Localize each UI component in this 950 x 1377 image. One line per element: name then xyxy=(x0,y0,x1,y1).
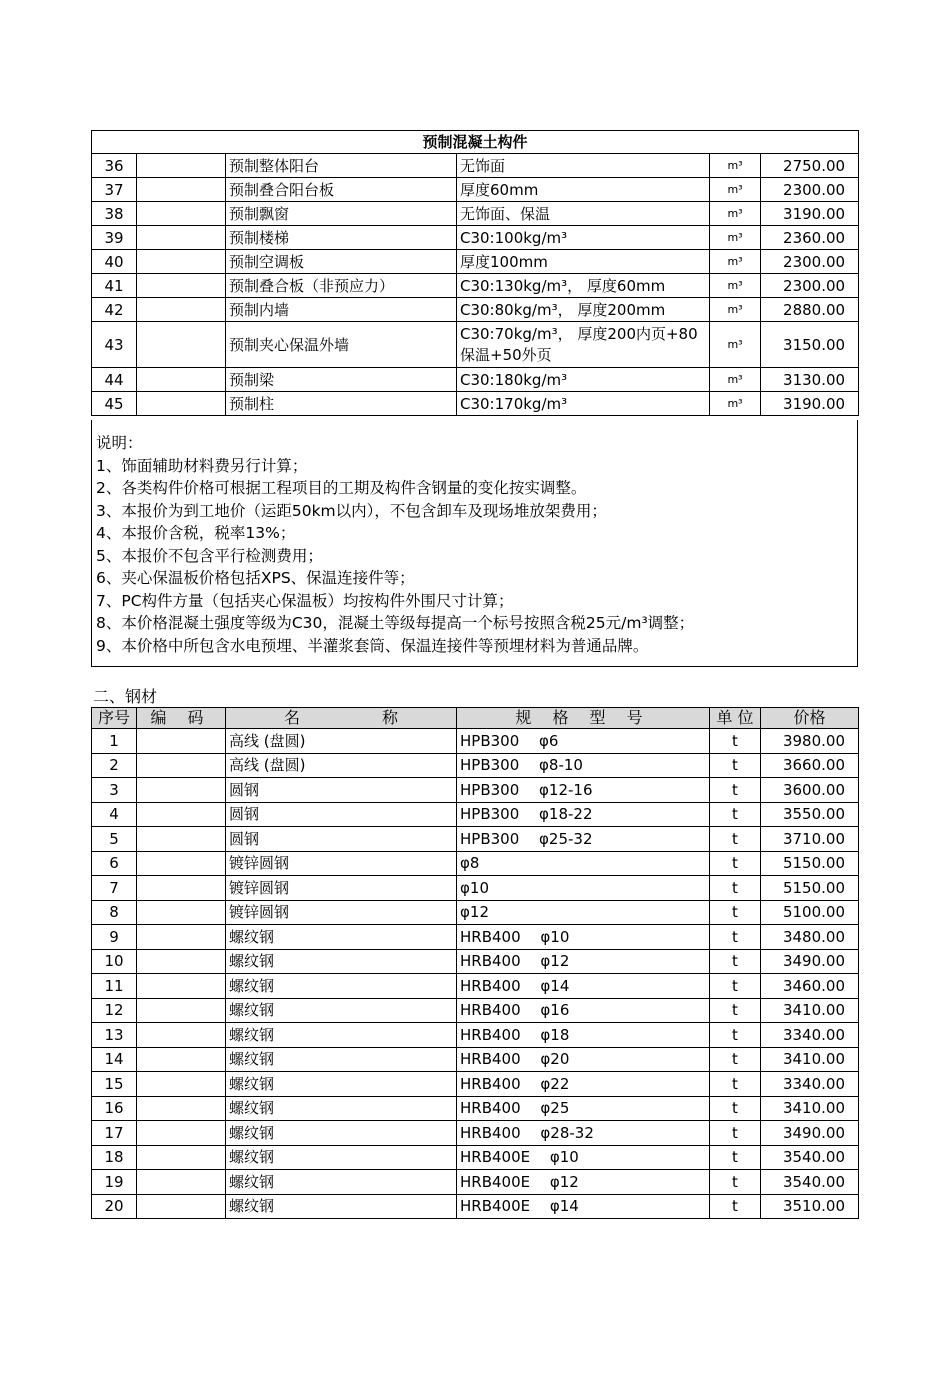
note-line: 6、夹心保温板价格包括XPS、保温连接件等； xyxy=(96,569,415,587)
row-name: 预制梁 xyxy=(226,368,457,392)
row-price: 2300.00 xyxy=(761,274,859,298)
table-row xyxy=(92,392,859,416)
row-name: 螺纹钢 xyxy=(226,1194,457,1219)
table-row xyxy=(92,729,859,754)
row-no: 6 xyxy=(92,851,137,876)
row-no: 39 xyxy=(92,226,137,250)
row-no: 43 xyxy=(92,322,137,368)
row-no: 3 xyxy=(92,778,137,803)
row-name: 预制叠合板（非预应力） xyxy=(226,274,457,298)
row-unit: m³ xyxy=(710,250,761,274)
row-name: 螺纹钢 xyxy=(226,1023,457,1048)
row-no: 1 xyxy=(92,729,137,754)
table-row xyxy=(92,925,859,950)
row-spec: HRB400E φ10 xyxy=(457,1145,710,1170)
row-spec: HRB400 φ20 xyxy=(457,1047,710,1072)
row-price: 3540.00 xyxy=(761,1170,859,1195)
row-code xyxy=(137,202,226,226)
table-row xyxy=(92,368,859,392)
row-code xyxy=(137,729,226,754)
row-no: 15 xyxy=(92,1072,137,1097)
table-row xyxy=(92,1194,859,1219)
row-unit: m³ xyxy=(710,202,761,226)
row-name: 预制空调板 xyxy=(226,250,457,274)
row-price: 3150.00 xyxy=(761,322,859,368)
row-code xyxy=(137,851,226,876)
row-unit: t xyxy=(710,998,761,1023)
row-price: 3460.00 xyxy=(761,974,859,999)
row-spec: HRB400E φ14 xyxy=(457,1194,710,1219)
table-row xyxy=(92,1047,859,1072)
row-code xyxy=(137,1023,226,1048)
row-price: 3130.00 xyxy=(761,368,859,392)
note-line: 8、本价格混凝土强度等级为C30，混凝土等级每提高一个标号按照含税25元/m³调整； xyxy=(96,614,695,632)
row-price: 3410.00 xyxy=(761,998,859,1023)
row-price: 3190.00 xyxy=(761,202,859,226)
row-name: 螺纹钢 xyxy=(226,1170,457,1195)
row-price: 3340.00 xyxy=(761,1072,859,1097)
row-name: 预制楼梯 xyxy=(226,226,457,250)
row-no: 4 xyxy=(92,802,137,827)
precast-concrete-table xyxy=(91,130,859,416)
row-code xyxy=(137,154,226,178)
row-code xyxy=(137,298,226,322)
table-row xyxy=(92,274,859,298)
table-header-row xyxy=(92,708,859,729)
row-name: 圆钢 xyxy=(226,778,457,803)
row-code xyxy=(137,1170,226,1195)
table-row xyxy=(92,1145,859,1170)
row-price: 2360.00 xyxy=(761,226,859,250)
note-line: 2、各类构件价格可根据工程项目的工期及构件含钢量的变化按实调整。 xyxy=(96,479,587,497)
row-name: 圆钢 xyxy=(226,802,457,827)
row-code xyxy=(137,1121,226,1146)
row-code xyxy=(137,250,226,274)
note-line: 1、饰面辅助材料费另行计算； xyxy=(96,456,308,475)
row-code xyxy=(137,753,226,778)
row-price: 3550.00 xyxy=(761,802,859,827)
table-row xyxy=(92,154,859,178)
note-line: 3、本报价为到工地价（运距50km以内），不包含卸车及现场堆放架费用； xyxy=(96,501,607,520)
row-code xyxy=(137,802,226,827)
table-row xyxy=(92,974,859,999)
row-unit: m³ xyxy=(710,368,761,392)
row-unit: t xyxy=(710,753,761,778)
row-name: 镀锌圆钢 xyxy=(226,900,457,925)
row-no: 8 xyxy=(92,900,137,925)
header-name xyxy=(226,708,457,729)
row-unit: t xyxy=(710,1194,761,1219)
table-row xyxy=(92,178,859,202)
note-line: 说明： xyxy=(96,434,143,452)
row-spec: HRB400 φ14 xyxy=(457,974,710,999)
note-line: 4、本报价含税，税率13%； xyxy=(96,524,296,542)
row-spec: φ8 xyxy=(457,851,710,876)
table-row xyxy=(92,778,859,803)
row-unit: t xyxy=(710,1170,761,1195)
row-name: 圆钢 xyxy=(226,827,457,852)
row-price: 5100.00 xyxy=(761,900,859,925)
row-code xyxy=(137,1194,226,1219)
header-spec: 规 格 型 号 xyxy=(457,708,710,729)
row-unit: t xyxy=(710,925,761,950)
table-row xyxy=(92,322,859,368)
header-name-a: 名 xyxy=(284,708,301,727)
row-unit: t xyxy=(710,1096,761,1121)
row-price: 3600.00 xyxy=(761,778,859,803)
note-line: 5、本报价不包含平行检测费用； xyxy=(96,546,323,565)
row-name: 螺纹钢 xyxy=(226,1145,457,1170)
table-row xyxy=(92,802,859,827)
row-spec: 无饰面、保温 xyxy=(457,202,710,226)
table-row xyxy=(92,298,859,322)
row-spec: C30:80kg/m³， 厚度200mm xyxy=(457,298,710,322)
row-code xyxy=(137,778,226,803)
row-name: 螺纹钢 xyxy=(226,1121,457,1146)
row-no: 36 xyxy=(92,154,137,178)
row-no: 2 xyxy=(92,753,137,778)
row-spec: C30:180kg/m³ xyxy=(457,368,710,392)
row-price: 3480.00 xyxy=(761,925,859,950)
row-unit: t xyxy=(710,949,761,974)
row-spec: φ10 xyxy=(457,876,710,901)
row-unit: m³ xyxy=(710,322,761,368)
row-spec: HPB300 φ12-16 xyxy=(457,778,710,803)
table-row xyxy=(92,998,859,1023)
row-price: 2880.00 xyxy=(761,298,859,322)
table-row xyxy=(92,753,859,778)
row-spec: C30:70kg/m³， 厚度200内页+80保温+50外页 xyxy=(457,322,710,368)
row-price: 3490.00 xyxy=(761,1121,859,1146)
row-name: 螺纹钢 xyxy=(226,925,457,950)
row-unit: t xyxy=(710,974,761,999)
table-row xyxy=(92,226,859,250)
row-spec: C30:100kg/m³ xyxy=(457,226,710,250)
row-unit: t xyxy=(710,1023,761,1048)
table-row xyxy=(92,851,859,876)
row-name: 螺纹钢 xyxy=(226,1072,457,1097)
row-price: 3540.00 xyxy=(761,1145,859,1170)
row-unit: m³ xyxy=(710,178,761,202)
table-row xyxy=(92,250,859,274)
row-unit: t xyxy=(710,1121,761,1146)
row-spec: HPB300 φ18-22 xyxy=(457,802,710,827)
steel-table xyxy=(91,707,859,1219)
row-name: 螺纹钢 xyxy=(226,998,457,1023)
note-line: 7、PC构件方量（包括夹心保温板）均按构件外围尺寸计算； xyxy=(96,591,514,610)
row-spec: HRB400 φ25 xyxy=(457,1096,710,1121)
table-row xyxy=(92,1023,859,1048)
row-unit: t xyxy=(710,1047,761,1072)
row-code xyxy=(137,322,226,368)
row-no: 40 xyxy=(92,250,137,274)
row-code xyxy=(137,827,226,852)
row-code xyxy=(137,900,226,925)
row-price: 3190.00 xyxy=(761,392,859,416)
row-name: 高线 (盘圆) xyxy=(226,729,457,754)
row-spec: HRB400 φ10 xyxy=(457,925,710,950)
row-price: 3410.00 xyxy=(761,1096,859,1121)
row-spec: HPB300 φ6 xyxy=(457,729,710,754)
row-code xyxy=(137,1047,226,1072)
row-spec: HRB400 φ28-32 xyxy=(457,1121,710,1146)
header-no: 序号 xyxy=(92,708,137,729)
row-code xyxy=(137,368,226,392)
row-spec: HRB400 φ22 xyxy=(457,1072,710,1097)
row-unit: m³ xyxy=(710,298,761,322)
row-name: 螺纹钢 xyxy=(226,949,457,974)
row-spec: 厚度100mm xyxy=(457,250,710,274)
note-line: 9、本价格中所包含水电预埋、半灌浆套筒、保温连接件等预埋材料为普通品牌。 xyxy=(96,636,649,655)
row-price: 3710.00 xyxy=(761,827,859,852)
section-heading: 二、钢材 xyxy=(93,687,158,706)
row-name: 高线 (盘圆) xyxy=(226,753,457,778)
table-row xyxy=(92,949,859,974)
row-spec: 厚度60mm xyxy=(457,178,710,202)
row-code xyxy=(137,1145,226,1170)
row-no: 11 xyxy=(92,974,137,999)
row-spec: HPB300 φ8-10 xyxy=(457,753,710,778)
row-unit: m³ xyxy=(710,392,761,416)
row-no: 10 xyxy=(92,949,137,974)
row-unit: m³ xyxy=(710,226,761,250)
row-code xyxy=(137,226,226,250)
row-no: 20 xyxy=(92,1194,137,1219)
table-row xyxy=(92,827,859,852)
row-unit: t xyxy=(710,729,761,754)
row-unit: t xyxy=(710,900,761,925)
row-name: 螺纹钢 xyxy=(226,1047,457,1072)
row-spec: 无饰面 xyxy=(457,154,710,178)
table-row xyxy=(92,876,859,901)
row-price: 3410.00 xyxy=(761,1047,859,1072)
row-no: 9 xyxy=(92,925,137,950)
row-price: 3340.00 xyxy=(761,1023,859,1048)
row-no: 12 xyxy=(92,998,137,1023)
table-row xyxy=(92,1121,859,1146)
row-code xyxy=(137,876,226,901)
row-spec: φ12 xyxy=(457,900,710,925)
row-code xyxy=(137,1072,226,1097)
row-code xyxy=(137,998,226,1023)
table-row xyxy=(92,1170,859,1195)
row-no: 14 xyxy=(92,1047,137,1072)
header-unit: 单 位 xyxy=(710,708,761,729)
row-no: 42 xyxy=(92,298,137,322)
row-price: 3660.00 xyxy=(761,753,859,778)
row-name: 预制夹心保温外墙 xyxy=(226,322,457,368)
row-price: 3980.00 xyxy=(761,729,859,754)
row-price: 2300.00 xyxy=(761,178,859,202)
row-name: 预制内墙 xyxy=(226,298,457,322)
row-no: 44 xyxy=(92,368,137,392)
row-price: 5150.00 xyxy=(761,876,859,901)
row-unit: t xyxy=(710,876,761,901)
row-spec: HRB400E φ12 xyxy=(457,1170,710,1195)
row-spec: HPB300 φ25-32 xyxy=(457,827,710,852)
row-no: 38 xyxy=(92,202,137,226)
row-code xyxy=(137,974,226,999)
row-code xyxy=(137,1096,226,1121)
row-unit: t xyxy=(710,802,761,827)
row-spec: C30:170kg/m³ xyxy=(457,392,710,416)
row-price: 2300.00 xyxy=(761,250,859,274)
table-row xyxy=(92,1096,859,1121)
row-price: 2750.00 xyxy=(761,154,859,178)
row-unit: t xyxy=(710,1145,761,1170)
header-name-b: 称 xyxy=(381,708,398,727)
row-name: 镀锌圆钢 xyxy=(226,851,457,876)
row-no: 7 xyxy=(92,876,137,901)
row-no: 5 xyxy=(92,827,137,852)
row-no: 45 xyxy=(92,392,137,416)
header-code: 编 码 xyxy=(137,708,226,729)
row-no: 17 xyxy=(92,1121,137,1146)
row-code xyxy=(137,949,226,974)
row-code xyxy=(137,925,226,950)
row-name: 螺纹钢 xyxy=(226,974,457,999)
row-spec: C30:130kg/m³， 厚度60mm xyxy=(457,274,710,298)
row-no: 13 xyxy=(92,1023,137,1048)
row-code xyxy=(137,274,226,298)
row-price: 3510.00 xyxy=(761,1194,859,1219)
row-unit: m³ xyxy=(710,154,761,178)
row-unit: t xyxy=(710,778,761,803)
row-spec: HRB400 φ12 xyxy=(457,949,710,974)
row-name: 镀锌圆钢 xyxy=(226,876,457,901)
row-no: 37 xyxy=(92,178,137,202)
row-unit: m³ xyxy=(710,274,761,298)
row-name: 预制柱 xyxy=(226,392,457,416)
row-code xyxy=(137,178,226,202)
row-name: 预制整体阳台 xyxy=(226,154,457,178)
row-name: 预制飘窗 xyxy=(226,202,457,226)
header-price: 价格 xyxy=(761,708,859,729)
row-unit: t xyxy=(710,1072,761,1097)
row-spec: HRB400 φ16 xyxy=(457,998,710,1023)
table-row xyxy=(92,202,859,226)
row-no: 16 xyxy=(92,1096,137,1121)
row-name: 螺纹钢 xyxy=(226,1096,457,1121)
row-no: 18 xyxy=(92,1145,137,1170)
notes-block xyxy=(91,420,858,667)
table-row xyxy=(92,900,859,925)
row-spec: HRB400 φ18 xyxy=(457,1023,710,1048)
section-title: 预制混凝土构件 xyxy=(92,131,859,154)
row-code xyxy=(137,392,226,416)
table-row xyxy=(92,1072,859,1097)
row-unit: t xyxy=(710,851,761,876)
row-unit: t xyxy=(710,827,761,852)
row-price: 5150.00 xyxy=(761,851,859,876)
row-name: 预制叠合阳台板 xyxy=(226,178,457,202)
row-no: 41 xyxy=(92,274,137,298)
row-no: 19 xyxy=(92,1170,137,1195)
row-price: 3490.00 xyxy=(761,949,859,974)
